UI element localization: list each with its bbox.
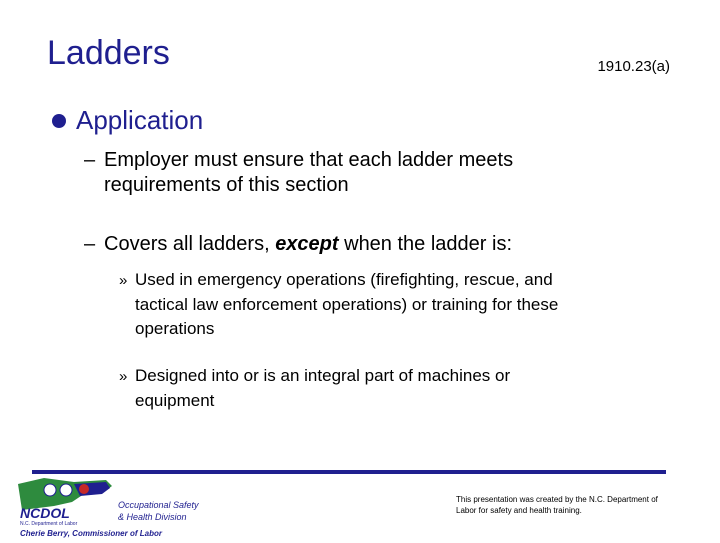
dash-item-2-prefix: Covers all ladders, — [104, 233, 276, 255]
heading-text: Application — [76, 105, 204, 135]
svg-text:NCDOL: NCDOL — [20, 505, 70, 521]
raquo-icon: » — [119, 272, 128, 289]
sub-item-2-line2: equipment — [135, 391, 215, 410]
raquo-icon: » — [119, 368, 128, 385]
sub-item-1-line3: operations — [135, 319, 215, 338]
dash-item-2-suffix: when the ladder is: — [338, 233, 512, 255]
ncdol-logo — [14, 476, 224, 538]
svg-text:Occupational Safety: Occupational Safety — [118, 500, 199, 510]
sub-item-2 — [119, 364, 649, 413]
dash-item-1 — [84, 148, 644, 198]
footer-rule — [32, 470, 666, 474]
bullet-dot-icon — [52, 114, 66, 128]
standard-reference: 1910.23(a) — [597, 58, 670, 75]
nc-state-logo-icon — [14, 476, 224, 538]
sub-item-1-line2: tactical law enforcement operations) or training for these — [135, 295, 559, 314]
dash-item-1-line1: Employer must ensure that each ladder meets — [104, 149, 514, 171]
sub-item-1-line1: Used in emergency operations (firefighting, rescue, and — [135, 270, 553, 289]
dash-item-2-emphasis: except — [275, 233, 339, 255]
svg-text:& Health Division: & Health Division — [118, 512, 187, 522]
sub-item-1 — [119, 268, 649, 341]
svg-text:Cherie Berry, Commissioner of: Cherie Berry, Commissioner of Labor — [20, 529, 162, 538]
page-title: Ladders — [47, 34, 170, 72]
dash-item-2 — [84, 232, 644, 257]
dash-icon: – — [84, 149, 96, 171]
bullet-heading — [52, 105, 203, 136]
footer-note: This presentation was created by the N.C. Department of Labor for safety and health training. — [456, 495, 658, 515]
dash-item-1-line2: requirements of this section — [104, 174, 349, 196]
dash-icon: – — [84, 233, 96, 255]
sub-item-2-line1: Designed into or is an integral part of machines or — [135, 366, 511, 385]
svg-text:N.C. Department of Labor: N.C. Department of Labor — [20, 521, 78, 527]
